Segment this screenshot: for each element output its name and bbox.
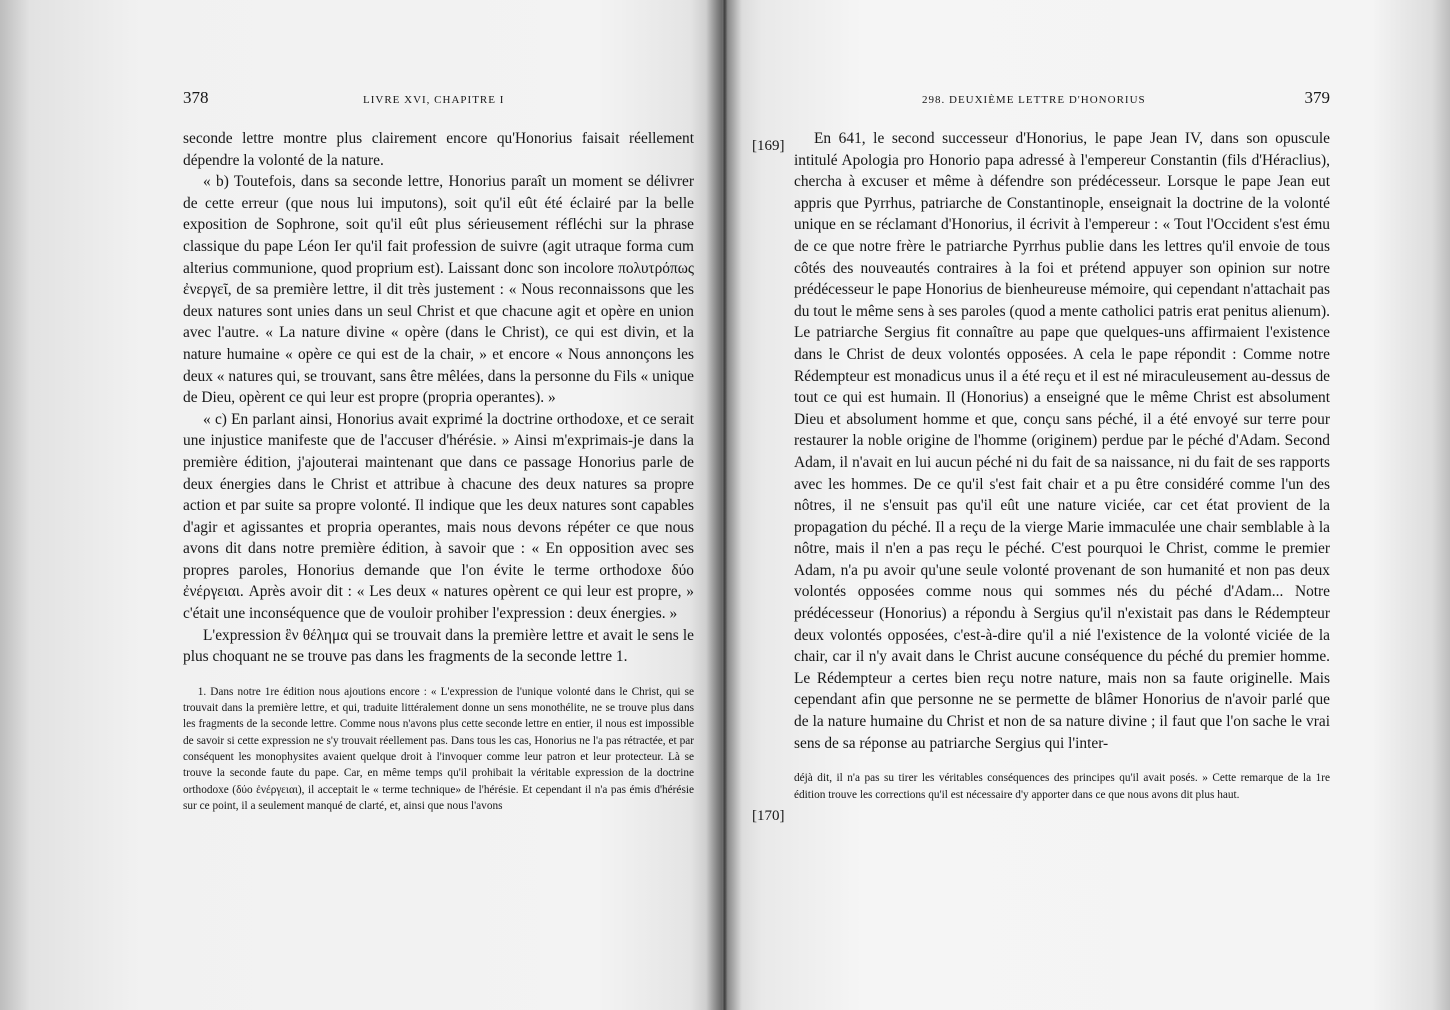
running-title: LIVRE XVI, CHAPITRE I (363, 94, 505, 106)
paragraph: L'expression ἓν θέλημα qui se trouvait dans la première lettre et avait le sens le plus choquant ne se trouve pas dans les fragments de la seconde lettre 1. (183, 626, 694, 666)
right-footnote (794, 770, 1330, 803)
margin-number: [169] (752, 138, 785, 154)
page-number: 379 (1304, 88, 1330, 107)
right-header (794, 88, 1330, 116)
book-gutter (706, 0, 742, 1010)
left-page (0, 0, 722, 1010)
paragraph: « c) En parlant ainsi, Honorius avait exprimé la doctrine orthodoxe, et ce serait une injustice manifeste que de l'accuser d'hérésie. » Ainsi m'exprimais-je dans la première édition, j'ajouterai maintenant que dans ce passage Honorius parle de deux énergies dans le Christ et attribue à chacune des deux natures sa propre action et par suite sa propre volonté. Il indique que les deux natures sont capables d'agir et agissantes et propria operantes, mais nous devons répéter ce que nous avons dit dans notre première édition, à savoir que : « En opposition avec ses propres paroles, Honorius demande que l'on évite le terme orthodoxe δύο ἐνέργειαι. Après avoir dit : « Les deux « natures opèrent ce qui leur est propre, » c'était une inconséquence que de vouloir prohiber l'expression : deux énergies. » (183, 410, 694, 623)
paragraph: « b) Toutefois, dans sa seconde lettre, Honorius paraît un moment se délivrer de cette erreur (que nous lui imputons), soit qu'il eût été éclairé par la belle exposition de Sophrone, soit qu'il eût plus sérieusement réfléchi sur la phrase classique du pape Léon Ier qu'il fait profession de suivre (agit utraque forma cum alterius communione, quod proprium est). Laissant donc son incolore πολυτρόπως ἐνεργεῖ, de sa première lettre, il dit très justement : « Nous reconnaissons que les deux natures sont unies dans un seul Christ et que chacune agit et opère en union avec l'autre. « La nature divine « opère (dans le Christ), ce qui est divin, et la nature humaine « opère ce qui est de la chair, » et encore « Nous annonçons les deux « natures qui, se trouvant, sans être mêlées, dans la personne du Fils « unique de Dieu, opèrent ce qui leur est propre (propria operantes). » (183, 173, 694, 407)
running-title: 298. DEUXIÈME LETTRE D'HONORIUS (922, 94, 1146, 106)
margin-number: [170] (752, 808, 785, 824)
paragraph: seconde lettre montre plus clairement encore qu'Honorius faisait réellement dépendre la volonté de la nature. (183, 130, 694, 169)
left-footnote (183, 684, 694, 814)
left-body (183, 128, 694, 668)
footnote-text: 1. Dans notre 1re édition nous ajoutions encore : « L'expression de l'unique volonté dans le Christ, qui se trouvait dans la première lettre, et qui, traduite littéralement donne un sens monothélite, ne se trouve plus dans les fragments de la seconde lettre. Comme nous n'avons plus cette seconde lettre en entier, il nous est impossible de savoir si cette expression ne s'y trouvait réellement pas. Dans tous les cas, Honorius ne l'a pas rétractée, et par conséquent les monophysites avaient quelque droit à l'invoquer comme leur patron et leur protecteur. Là se trouve la seconde faute du pape. Car, en même temps qu'il prohibait la véritable expression de la doctrine orthodoxe (δύο ἐνέργειαι), il acceptait le « terme technique» de l'hérésie. Et cependant il n'a pas émis d'hérésie sur ce point, il a seulement manqué de clarté, et, ainsi que nous l'avons (183, 685, 694, 812)
right-body (794, 128, 1330, 754)
page-number: 378 (183, 88, 209, 107)
footnote-text: déjà dit, il n'a pas su tirer les véritables conséquences des principes qu'il avait posés. » Cette remarque de la 1re édition trouve les corrections qu'il est nécessaire d'y apporter dans ce que nous avons dit plus haut. (794, 772, 1330, 801)
left-header (183, 88, 694, 116)
paragraph: En 641, le second successeur d'Honorius, le pape Jean IV, dans son opuscule intitulé Apologia pro Honorio papa adressé à l'empereur Constantin (fils d'Héraclius), chercha à excuser et même à défendre son prédécesseur. Lorsque le pape Jean eut appris que Pyrrhus, patriarche de Constantinople, enseignait la doctrine de la volonté unique en se réclamant d'Honorius, il écrivit à l'empereur : « Tout l'Occident s'est ému de ce que notre frère le patriarche Pyrrhus publie dans les lettres qu'il envoie de tous côtés des nouveautés contraires à la foi et prétend appuyer son opinion sur notre prédécesseur le pape Honorius de bienheureuse mémoire, qui cependant n'attachait pas du tout le même sens à ses paroles (quod a mente catholici patris erat penitus alienum). Le patriarche Sergius fit connaître au pape que quelques-uns affirmaient l'existence dans le Christ de deux volontés opposées. A cela le pape répondit : Comme notre Rédempteur est monadicus unus il a été reçu et il est né miraculeusement au-dessus de tout ce qui est humain. Il (Honorius) a enseigné que le même Christ est absolument Dieu et absolument homme et que, conçu sans péché, il a été envoyé sur terre pour restaurer la noble origine de l'homme (originem) perdue par le péché d'Adam. Second Adam, il n'avait en lui aucun péché ni du fait de sa naissance, ni du fait de ses rapports avec les hommes. De ce qu'il s'est fait chair et a pu être considéré comme l'un des nôtres, il ne s'ensuit pas qu'il eût une nature viciée, car cet état provient de la propagation du péché. Il a reçu de la vierge Marie immaculée une chair semblable à la nôtre, mais il n'en a pas reçu le péché. C'est pourquoi le Christ, comme le premier Adam, n'a pu avoir qu'une seule volonté provenant de son humanité et non pas deux volontés opposées comme nous qui sommes nés du péché d'Adam... Notre prédécesseur (Honorius) a répondu à Sergius qu'il n'existait pas dans le Rédempteur deux volontés opposées, c'est-à-dire qu'il a nié l'existence de la volonté viciée de la chair, car il n'y avait dans le Christ aucune conséquence du péché du premier homme. Le Rédempteur a certes bien reçu notre nature, mais non sa faute originelle. Mais cependant afin que personne ne se permette de blâmer Honorius de n'avoir parlé que de la nature humaine du Christ et non de sa nature divine ; il faut que l'on sache le vrai sens de sa réponse au patriarche Sergius qui l'inter- (794, 130, 1330, 752)
right-page (722, 0, 1450, 1010)
